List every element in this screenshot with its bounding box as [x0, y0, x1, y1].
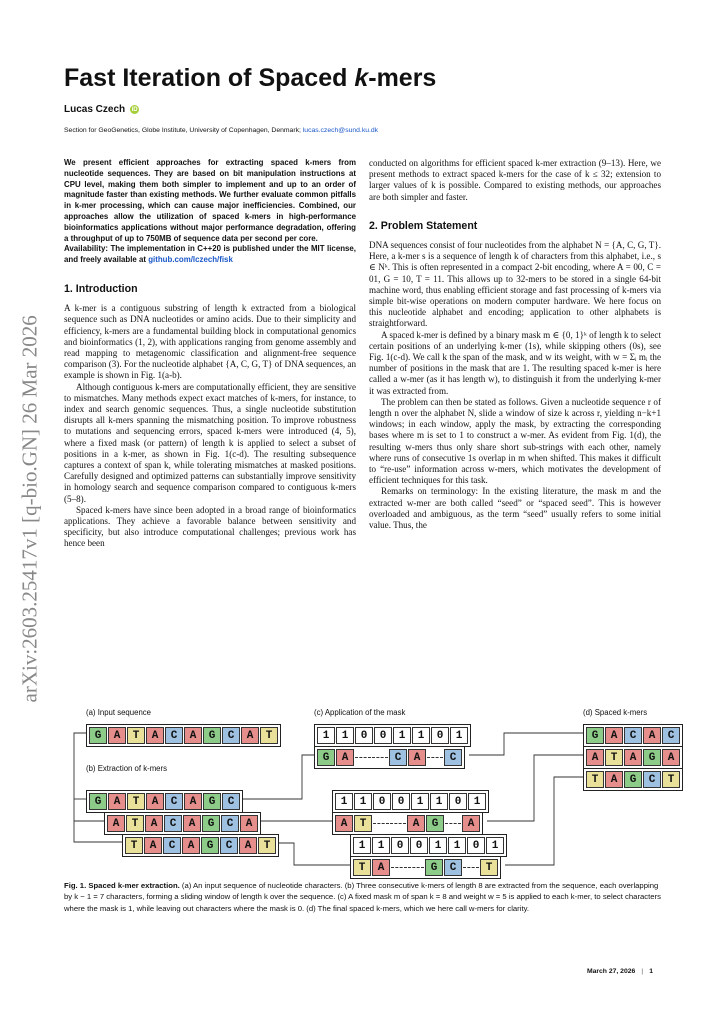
nucleotide-cell: A — [643, 727, 661, 744]
nucleotide-cell: 0 — [449, 793, 467, 810]
connector-line — [270, 843, 350, 865]
nucleotide-cell: T — [126, 815, 144, 832]
nucleotide-cell: A — [240, 815, 258, 832]
nucleotide-cell: 1 — [372, 837, 390, 854]
mask-box — [332, 790, 489, 813]
masked-gap — [427, 749, 443, 764]
title-k: k — [354, 64, 369, 92]
nucleotide-cell: 1 — [353, 837, 371, 854]
nucleotide-cell: A — [241, 727, 259, 744]
nucleotide-cell: G — [317, 749, 335, 766]
nucleotide-cell: 1 — [393, 727, 411, 744]
caption-title: Fig. 1. Spaced k-mer extraction. — [64, 881, 182, 890]
availability-text: Availability: The implementation in C++20 is published under the MIT license, and freely available at — [64, 244, 356, 265]
masked-kmer-box — [314, 746, 465, 769]
label-a: (a) Input sequence — [86, 708, 152, 717]
nucleotide-cell: 1 — [336, 727, 354, 744]
nucleotide-cell: A — [182, 837, 200, 854]
nucleotide-cell: 0 — [373, 793, 391, 810]
nucleotide-cell: C — [662, 727, 680, 744]
nucleotide-cell: T — [586, 771, 604, 788]
nucleotide-cell: 1 — [486, 837, 504, 854]
nucleotide-cell: A — [108, 793, 126, 810]
nucleotide-cell: T — [662, 771, 680, 788]
nucleotide-cell: C — [444, 749, 462, 766]
nucleotide-cell: A — [372, 859, 390, 876]
masked-gap — [391, 859, 407, 874]
title-text: Fast Iteration of Spaced — [64, 64, 355, 92]
nucleotide-cell: 1 — [468, 793, 486, 810]
nucleotide-cell: A — [662, 749, 680, 766]
nucleotide-cell: T — [480, 859, 498, 876]
nucleotide-cell: A — [107, 815, 125, 832]
caption-text: (a) An input sequence of nucleotide characters. (b) Three consecutive k-mers of length 8 are extracted from the sequence, each overlapping by k − 1 = 7 characters, forming a sliding window of length k over the sequence. (c) A fixed mask m of span k = 8 and weight w = 5 is applied to each k-mer, to select characters where the mask is 1, while leaving out characters where the mask is 0. (d) The final spaced k-mers, which we here call w-mers for clarity. — [64, 881, 661, 913]
nucleotide-cell: C — [163, 837, 181, 854]
nucleotide-cell: 0 — [431, 727, 449, 744]
footer-separator: | — [641, 968, 644, 975]
nucleotide-cell: 1 — [450, 727, 468, 744]
connector-line — [234, 755, 314, 799]
right-column — [369, 158, 661, 531]
title-suffix: -mers — [368, 64, 437, 92]
nucleotide-cell: A — [624, 749, 642, 766]
spaced-kmer-box — [583, 768, 683, 791]
affiliation-text: Section for GeoGenetics, Globe Institute, University of Copenhagen, Denmark; — [64, 127, 303, 134]
figure-caption — [64, 880, 662, 914]
affiliation — [64, 127, 378, 134]
mask-box — [350, 834, 507, 857]
nucleotide-cell: A — [184, 727, 202, 744]
nucleotide-cell: C — [221, 815, 239, 832]
nucleotide-cell: G — [89, 793, 107, 810]
nucleotide-cell: 0 — [410, 837, 428, 854]
nucleotide-cell: 0 — [467, 837, 485, 854]
nucleotide-cell: A — [586, 749, 604, 766]
nucleotide-cell: C — [444, 859, 462, 876]
figure-1 — [64, 706, 675, 876]
label-c: (c) Application of the mask — [314, 708, 406, 717]
nucleotide-cell: A — [605, 771, 623, 788]
nucleotide-cell: A — [184, 793, 202, 810]
nucleotide-cell: C — [389, 749, 407, 766]
github-link[interactable]: github.com/lczech/fisk — [148, 255, 233, 265]
problem-paragraph-1: DNA sequences consist of four nucleotides from the alphabet N = {A, C, G, T}. Here, a k-mer s is a sequence of length k of characters from this alphabet, i.e., s ∈ Nᵏ. This is often represented in a compact 2-bit encoding, where A = 00, C = 01, G = 10, T = 11. This allows up to 32-mers to be stored in a single 64-bit machine word, thus enabling efficient storage and fast processing of k-mers via simple bit-wise operations on modern computer hardware. We here focus on this nucleotide alphabet and encoding; application to other alphabets is straightforward. — [369, 240, 661, 329]
left-column — [64, 158, 356, 550]
nucleotide-cell: A — [145, 815, 163, 832]
kmer-box — [122, 834, 279, 857]
nucleotide-cell: A — [146, 727, 164, 744]
nucleotide-cell: C — [165, 793, 183, 810]
input-sequence — [86, 724, 281, 747]
masked-kmer-box — [350, 856, 501, 879]
nucleotide-cell: C — [222, 727, 240, 744]
nucleotide-cell: G — [201, 837, 219, 854]
masked-gap — [445, 815, 461, 830]
footer-date: March 27, 2026 — [586, 968, 636, 975]
nucleotide-cell: C — [643, 771, 661, 788]
nucleotide-cell: G — [586, 727, 604, 744]
problem-paragraph-3: The problem can then be stated as follows. Given a nucleotide sequence r of length n over the alphabet N, slide a window of size k across r, yielding n−k+1 windows; in each window, apply the mask, by extracting the corresponding bases where m is set to 1 to construct a w-mer. As evident from Fig. 1(d), the resulting w-mers thus only share short sub-strings with each other, namely where runs of consecutive 1s overlap in m when shifted. This makes it difficult to “re-use” information across w-mers, which motivates the development of efficient techniques for this task. — [369, 396, 661, 486]
nucleotide-cell: 1 — [411, 793, 429, 810]
spaced-kmer-box — [583, 746, 683, 769]
nucleotide-cell: A — [605, 727, 623, 744]
nucleotide-cell: C — [165, 727, 183, 744]
nucleotide-cell: 0 — [374, 727, 392, 744]
nucleotide-cell: A — [108, 727, 126, 744]
label-d: (d) Spaced k-mers — [583, 708, 648, 717]
nucleotide-cell: A — [144, 837, 162, 854]
nucleotide-cell: T — [125, 837, 143, 854]
nucleotide-cell: T — [354, 815, 372, 832]
masked-gap — [463, 859, 479, 874]
nucleotide-cell: G — [202, 815, 220, 832]
label-b: (b) Extraction of k-mers — [86, 764, 168, 773]
mask-box — [314, 724, 471, 747]
nucleotide-cell: A — [407, 815, 425, 832]
nucleotide-cell: A — [239, 837, 257, 854]
footer — [587, 968, 653, 975]
nucleotide-cell: G — [624, 771, 642, 788]
nucleotide-cell: T — [127, 727, 145, 744]
kmer-box — [104, 812, 261, 835]
page-number: 1 — [649, 968, 653, 975]
nucleotide-cell: G — [425, 859, 443, 876]
masked-kmer-box — [332, 812, 483, 835]
author-name: Lucas Czech — [64, 104, 126, 115]
nucleotide-cell: C — [164, 815, 182, 832]
kmer-box — [86, 790, 243, 813]
nucleotide-cell: G — [89, 727, 107, 744]
author-line — [64, 104, 139, 115]
nucleotide-cell: T — [353, 859, 371, 876]
masked-gap — [373, 815, 389, 830]
orcid-icon[interactable]: iD — [131, 106, 138, 113]
nucleotide-cell: 1 — [412, 727, 430, 744]
intro-paragraph-2: Although contiguous k-mers are computationally efficient, they are sensitive to mismatches. Many methods expect exact matches of k-mers, for instance, to index and search genomic sequences. Thus, a single nucleotide substitution disrupts all k-mers spanning the mismatching position. To improve robustness to mutations and sequencing errors, spaced k-mers were introduced (4, 5), where a fixed mask (or pattern) of length k is applied to select a subset of positions in a k-mer, as shown in Fig. 1(c-d). The resulting subsequence captures a context of span k, while tolerating mismatches at masked positions. Carefully designed and optimized patterns can substantially improve sensitivity in homology search and sequence comparison compared to contiguous k-mers (5–8). — [64, 381, 356, 504]
nucleotide-cell: C — [222, 793, 240, 810]
nucleotide-cell: T — [260, 727, 278, 744]
connector-line — [469, 733, 583, 755]
problem-paragraph-4: Remarks on terminology: In the existing literature, the mask m and the extracted w-mer are both called “seed” or “spaced seed”. This is however overloaded and ambiguous, as the term “seed” usually refers to some initial value. Thus, the — [369, 486, 661, 531]
nucleotide-cell: G — [203, 793, 221, 810]
problem-paragraph-2: A spaced k-mer is defined by a binary mask m ∈ {0, 1}ᵏ of length k to select certain positions of an underlying k-mer (1s), while skipping others (0s), see Fig. 1(c-d). We call k the span of the mask, and w its weight, with w = Σᵢ mᵢ the number of positions in the mask that are 1. The resulting spaced k-mer is here called a w-mer (as it has length w), to distinguish it from the underlying k-mer it was extracted from. — [369, 329, 661, 396]
masked-gap — [372, 749, 388, 764]
paper-title — [64, 64, 436, 93]
nucleotide-cell: 0 — [391, 837, 409, 854]
nucleotide-cell: A — [335, 815, 353, 832]
nucleotide-cell: A — [146, 793, 164, 810]
nucleotide-cell: T — [258, 837, 276, 854]
arxiv-stamp: arXiv:2603.25417v1 [q-bio.GN] 26 Mar 2026 — [17, 315, 42, 703]
nucleotide-cell: A — [183, 815, 201, 832]
nucleotide-cell: 1 — [335, 793, 353, 810]
email-link[interactable]: lucas.czech@sund.ku.dk — [302, 127, 379, 134]
nucleotide-cell: A — [462, 815, 480, 832]
nucleotide-cell: G — [426, 815, 444, 832]
abstract: We present efficient approaches for extracting spaced k-mers from nucleotide sequences. They are based on bit manipulation instructions at CPU level, making them both simpler to implement and up to an order of magnitude faster than existing methods. We further evaluate common pitfalls in k-mer processing, which can cause major inefficiencies. Combined, our approaches allow the utilization of spaced k-mers in high-performance bioinformatics applications without major performance degradation, offering a throughput of up to 750MB of sequence data per second per core. — [64, 158, 356, 243]
intro-paragraph-3: Spaced k-mers have since been adopted in a broad range of bioinformatics applications. They achieve a favorable balance between sensitivity and specificity, but also introduce computational challenges; previous work has hence been — [64, 504, 356, 549]
nucleotide-cell: A — [408, 749, 426, 766]
masked-gap — [390, 815, 406, 830]
masked-gap — [355, 749, 371, 764]
nucleotide-cell: T — [127, 793, 145, 810]
nucleotide-cell: 1 — [317, 727, 335, 744]
intro-paragraph-1: A k-mer is a contiguous substring of length k extracted from a biological sequence such as DNA nucleotides or amino acids. Due to their simplicity and efficiency, k-mers are a fundamental building block in computational genomics and bioinformatics (1, 2), with applications ranging from genome assembly and read mapping to metagenomic classification and alignment-free sequence comparison (3). For the nucleotide alphabet {A, C, G, T} of DNA sequences, an example is shown in Fig. 1(a-b). — [64, 303, 356, 381]
spaced-kmer-box — [583, 724, 683, 747]
masked-gap — [408, 859, 424, 874]
connector-line — [74, 733, 104, 842]
nucleotide-cell: C — [624, 727, 642, 744]
nucleotide-cell: 0 — [355, 727, 373, 744]
nucleotide-cell: 1 — [354, 793, 372, 810]
nucleotide-cell: 1 — [430, 793, 448, 810]
col2-paragraph-0: conducted on algorithms for efficient spaced k-mer extraction (9–13). Here, we present methods to extract spaced k-mers for the case of k ≤ 32; extension to larger values of k is possible. Compared to existing methods, our approaches are both simpler and faster. — [369, 158, 661, 202]
nucleotide-cell: 1 — [429, 837, 447, 854]
section-problem-title: 2. Problem Statement — [369, 219, 478, 232]
nucleotide-cell: T — [605, 749, 623, 766]
availability — [64, 244, 356, 266]
nucleotide-cell: 0 — [392, 793, 410, 810]
section-introduction-title: 1. Introduction — [64, 282, 138, 295]
nucleotide-cell: C — [220, 837, 238, 854]
nucleotide-cell: G — [203, 727, 221, 744]
connector-line — [487, 755, 583, 821]
nucleotide-cell: A — [336, 749, 354, 766]
nucleotide-cell: G — [643, 749, 661, 766]
nucleotide-cell: 1 — [448, 837, 466, 854]
